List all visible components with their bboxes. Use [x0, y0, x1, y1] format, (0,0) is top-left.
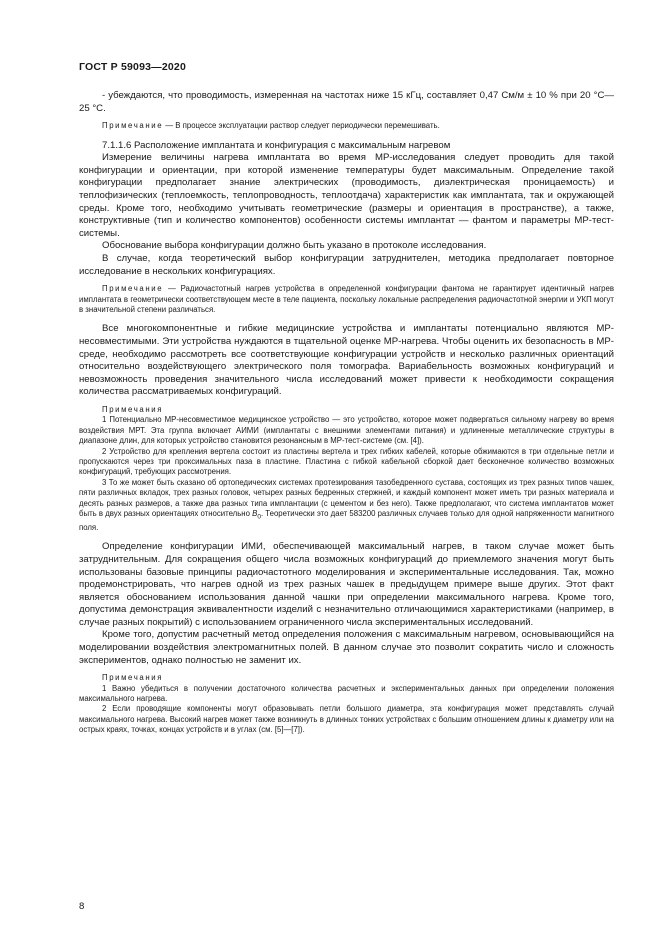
field-subscript: 0 — [257, 513, 261, 521]
standard-code-header: ГОСТ Р 59093—2020 — [79, 61, 187, 73]
note-item-1: 1 Важно убедиться в получении достаточного количества расчетных и экспериментальных данных при определении положения максимального нагрева. — [79, 683, 614, 704]
note-text: — В процессе эксплуатации раствор следует периодически перемешивать. — [163, 121, 440, 131]
paragraph-repeat-study: В случае, когда теоретический выбор конфигурации затруднителен, методика предполагает повторное исследование в нескольких конфигурациях. — [79, 252, 614, 277]
paragraph-calculation-method: Кроме того, допустим расчетный метод определения положения с максимальным нагревом, основывающийся на моделировании воздействия электромагнитных полей. В данном случае это позволит сократить число и сложность экспериментов, однако полностью не заменит их. — [79, 629, 614, 666]
page-body — [79, 90, 614, 736]
paragraph-configuration-determination: Определение конфигурации ИМИ, обеспечивающей максимальный нагрев, в таком случае может быть затруднительным. Для сокращения общего числа возможных конфигураций до приемлемого значения могут быть использованы базовые принципы радиочастотного моделирования и экспериментальные исследования. Так, можно продемонстрировать, что нагрев одной из трех разных чашек в предыдущем примере выше других. Этот факт является обоснованием использования данной чашки при определении максимального нагрева. Кроме того, допустима демонстрация эквивалентности изделий с незначительно отличающимися характеристиками (например, в случае разных покрытий) с использованием ограниченного числа экспериментальных исследований. — [79, 541, 614, 628]
note-text: 3 То же может быть сказано об ортопедических системах протезирования тазобедренного сустава, состоящих из трех разных типов чашек, пяти различных вкладок, трех разных головок, четырех разных бедренных стержней, и каждый компонент может иметь три разных материала и десять разных размеров, а также два разных типа имплантации (с цементом и без него). Также предполагают, что система имплантатов может быть в двух разных ориентациях относительно — [79, 477, 614, 518]
note-label: Примечание — [102, 121, 164, 131]
page-number: 8 — [79, 901, 85, 912]
field-symbol: B — [252, 508, 258, 518]
paragraph-mr-unsafe: Все многокомпонентные и гибкие медицинские устройства и имплантаты потенциально являются МР-несовместимыми. Эти устройства нуждаются в тщательной оценке МР-нагрева. Чтобы оценить их безопасность в МР-среде, необходимо рассмотреть все соответствующие конфигурации устройств и несколько различных ориентаций относительно воздействующего электрического поля томографа. Вариабельность возможных конфигураций и невозможность проведения значительного числа исследований может привести к необходимости сокращения количества рассматриваемых конфигураций. — [79, 323, 614, 398]
note-item-1: 1 Потенциально МР-несовместимое медицинское устройство — это устройство, которое может подвергаться сильному нагреву во время воздействия МРТ. Эта группа включает АИМИ (имплантаты с внешними элементами питания) и удлиненные металлические структуры в диапазоне длин, для которых устройство становится резонансным в МР-тест-системе (см. [4]). — [79, 415, 614, 446]
note-stirring — [79, 121, 614, 131]
notes-heading: Примечания — [102, 673, 164, 683]
paragraph-justification: Обоснование выбора конфигурации должно быть указано в протоколе исследования. — [102, 240, 487, 252]
section-heading: 7.1.1.6 Расположение имплантата и конфигурация с максимальным нагревом — [102, 139, 451, 151]
paragraph-heating-measurement: Измерение величины нагрева имплантата во время МР-исследования следует проводить для такой конфигурации и ориентации, при которой изменение температуры будет максимальным. Определение такой конфигурации предполагает знание электрических (проводимость, диэлектрическая проницаемость) и теплофизических (теплоемкость, теплопроводность, теплоотдача) характеристик как имплантата, так и окружающей среды. Кроме того, необходимо учитывать геометрические (размеры и ориентация в пространстве), а также, конструктивные (тип и количество компонентов) особенности системы имплантат — фантом и параметры МР-тест-системы. — [79, 152, 614, 239]
note-label: Примечание — [102, 284, 164, 294]
note-text: — Радиочастотный нагрев устройства в определенной конфигурации фантома не гарантирует идентичный нагрев имплантата в геометрически соответствующем месте в теле пациента, поскольку локальные распределения радиочастотной энергии и УКП могут в значительной степени различаться. — [79, 284, 614, 314]
note-item-2: 2 Если проводящие компоненты могут образовывать петли большого диаметра, эта конфигурация может представлять случай максимального нагрева. Высокий нагрев может также возникнуть в длинных тонких устройствах с большим отношением длины к диаметру или на острых краях, точках, концах устройств и в углах (см. [5]—[7]). — [79, 704, 614, 735]
note-item-2: 2 Устройство для крепления вертела состоит из пластины вертела и трех гибких кабелей, которые обжимаются в три отдельные петли и пропускаются через три проксимальных паза в пластине. Пластина с гибкой кабельной сборкой дает бесконечное количество возможных конфигураций, требующих рассмотрения. — [79, 446, 614, 477]
note-item-3 — [79, 478, 614, 534]
paragraph-conductivity: - убеждаются, что проводимость, измеренная на частотах ниже 15 кГц, составляет 0,47 См/м ± 10 % при 20 °С—25 °С. — [79, 90, 614, 114]
note-rf-heating — [79, 284, 614, 315]
note-text: . Теоретически это дает 583200 различных случаев только для одной напряженности магнитного поля. — [79, 508, 614, 532]
notes-heading: Примечания — [102, 404, 164, 414]
